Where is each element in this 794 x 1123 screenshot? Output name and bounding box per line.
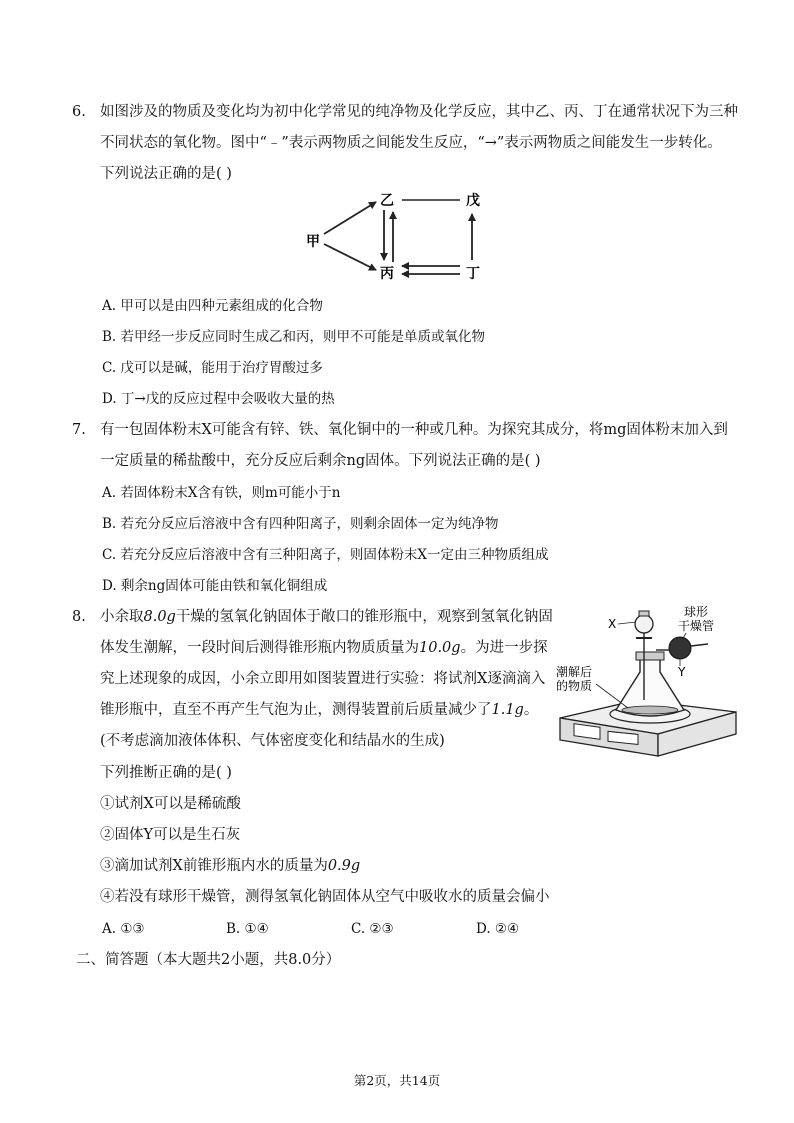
q7-option-d: D. 剩余ng固体可能由铁和氧化铜组成 [102, 578, 328, 594]
q8-choice-d: D. ②④ [476, 921, 520, 937]
question-8-line-2: 体发生潮解，一段时间后测得锥形瓶内物质质量为10.0g。为进一步探 [100, 640, 548, 656]
q8-statement-3: ③滴加试剂X前锥形瓶内水的质量为0.9g [100, 858, 361, 874]
total-pages: 14 [411, 1073, 428, 1088]
current-page: 2 [366, 1073, 375, 1088]
mass-value-1-1g: 1.1g [491, 702, 524, 718]
q8-choice-b: B. ①④ [226, 921, 269, 937]
q8-statement-4: ④若没有球形干燥管，测得氢氧化钠固体从空气中吸收水的质量会偏小 [100, 889, 550, 905]
label-y: Y [678, 665, 686, 679]
question-8-line-5: (不考虑滴加液体体积、气体密度变化和结晶水的生成) [100, 733, 445, 749]
question-8-number: 8. [72, 609, 86, 625]
section-2-heading: 二、简答题（本大题共2小题，共8.0分） [76, 952, 341, 968]
q8-choice-c: C. ②③ [351, 921, 394, 937]
arrow-jia-to-bing [324, 244, 376, 270]
node-jia: 甲 [306, 234, 320, 250]
label-tube-2: 干燥管 [678, 619, 715, 633]
label-x: X [608, 617, 617, 631]
q6-option-d: D. 丁→戊的反应过程中会吸收大量的热 [102, 391, 335, 407]
node-ding: 丁 [466, 266, 480, 282]
q7-option-b: B. 若充分反应后溶液中含有四种阳离子，则剩余固体一定为纯净物 [102, 516, 499, 532]
question-6-line-2: 不同状态的氧化物。图中“﹣”表示两物质之间能发生反应，“→”表示两物质之间能发生一步转化。 [100, 135, 722, 151]
node-wu: 戊 [466, 193, 480, 209]
q6-relationship-diagram [300, 186, 500, 290]
question-8-line-1: 小余取8.0g干燥的氢氧化钠固体于敞口的锥形瓶中，观察到氢氧化钠固 [100, 609, 553, 625]
spherical-drying-tube [669, 637, 691, 659]
mass-value-0-9g: 0.9g [327, 858, 361, 874]
question-6-line-3: 下列说法正确的是( ) [100, 166, 232, 182]
q7-option-c: C. 若充分反应后溶液中含有三种阳离子，则固体粉末X一定由三种物质组成 [102, 547, 549, 563]
mass-value-10g: 10.0g [419, 640, 461, 656]
label-substance-1: 潮解后 [556, 665, 593, 679]
q8-statement-1: ①试剂X可以是稀硫酸 [100, 796, 241, 812]
question-6-line-1: 如图涉及的物质及变化均为初中化学常见的纯净物及化学反应，其中乙、丙、丁在通常状况下为三种 [100, 104, 738, 120]
q7-option-a: A. 若固体粉末X含有铁，则m可能小于n [102, 485, 341, 501]
question-7-number: 7. [72, 422, 86, 438]
node-yi: 乙 [380, 193, 394, 209]
label-substance-2: 的物质 [556, 679, 593, 693]
question-8-line-6: 下列推断正确的是( ) [100, 765, 232, 781]
q8-statement-2: ②固体Y可以是生石灰 [100, 827, 241, 843]
q8-choice-a: A. ①③ [102, 921, 145, 937]
node-bing: 丙 [380, 266, 394, 282]
question-8-line-4: 锥形瓶中，直至不再产生气泡为止，测得装置前后质量减少了1.1g。 [100, 702, 539, 718]
q6-option-b: B. 若甲经一步反应同时生成乙和丙，则甲不可能是单质或氧化物 [102, 329, 486, 345]
question-6-number: 6. [72, 104, 86, 120]
arrow-jia-to-yi [324, 202, 376, 234]
flask-contents [622, 706, 678, 714]
question-7-line-1: 有一包固体粉末X可能含有锌、铁、氧化铜中的一种或几种。为探究其成分，将mg固体粉末加入到 [100, 422, 728, 438]
question-8-line-3: 究上述现象的成因，小余立即用如图装置进行实验：将试剂X逐滴滴入 [100, 671, 546, 687]
label-tube-1: 球形 [684, 605, 709, 619]
q6-option-a: A. 甲可以是由四种元素组成的化合物 [102, 298, 323, 314]
page-footer: 第2页，共14页 [353, 1073, 441, 1088]
q6-option-c: C. 戊可以是碱，能用于治疗胃酸过多 [102, 360, 323, 376]
question-7-line-2: 一定质量的稀盐酸中，充分反应后剩余ng固体。下列说法正确的是( ) [100, 453, 541, 469]
mass-value-8g: 8.0g [143, 609, 176, 625]
experiment-apparatus-figure [548, 600, 748, 770]
dropping-funnel-bulb [635, 615, 653, 633]
